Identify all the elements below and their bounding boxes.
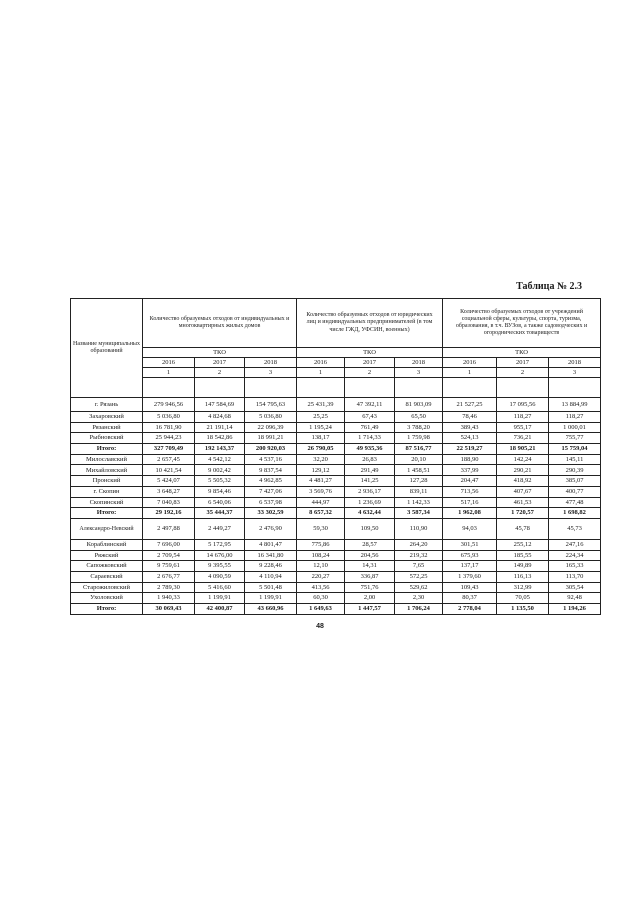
header-year: 2017 xyxy=(345,358,395,368)
municipality-name-cell: Старожиловский xyxy=(71,582,143,593)
value-cell: 149,89 xyxy=(497,561,549,572)
header-unit: ТКО xyxy=(297,348,443,358)
value-cell: 1 194,26 xyxy=(549,604,601,615)
header-year: 2017 xyxy=(497,358,549,368)
value-cell: 9 854,46 xyxy=(195,486,245,497)
value-cell: 6 540,06 xyxy=(195,497,245,508)
table-row xyxy=(71,593,601,604)
header-year: 2016 xyxy=(443,358,497,368)
header-unit: ТКО xyxy=(143,348,297,358)
value-cell: 400,77 xyxy=(549,486,601,497)
value-cell: 413,56 xyxy=(297,582,345,593)
value-cell: 2 476,90 xyxy=(245,518,297,539)
header-group-legal-entities: Количество образуемых отходов от юридических лиц и индивидуальных предпринимателей (в том числе ГЖД, УФСИН, военных) xyxy=(297,299,443,348)
value-cell: 116,13 xyxy=(497,571,549,582)
value-cell: 17 095,56 xyxy=(497,398,549,412)
value-cell: 312,99 xyxy=(497,582,549,593)
value-cell: 2 676,77 xyxy=(143,571,195,582)
value-cell: 204,47 xyxy=(443,476,497,487)
header-blank-cell xyxy=(245,378,297,398)
value-cell: 60,30 xyxy=(297,593,345,604)
value-cell: 4 632,44 xyxy=(345,508,395,519)
value-cell: 2,30 xyxy=(395,593,443,604)
value-cell: 385,07 xyxy=(549,476,601,487)
value-cell: 15 759,04 xyxy=(549,444,601,455)
value-cell: 141,25 xyxy=(345,476,395,487)
table-row xyxy=(71,454,601,465)
value-cell: 5 424,07 xyxy=(143,476,195,487)
value-cell: 5 505,32 xyxy=(195,476,245,487)
value-cell: 4 481,27 xyxy=(297,476,345,487)
value-cell: 4 110,94 xyxy=(245,571,297,582)
value-cell: 9 837,54 xyxy=(245,465,297,476)
value-cell: 188,90 xyxy=(443,454,497,465)
value-cell: 81 903,09 xyxy=(395,398,443,412)
value-cell: 1 720,57 xyxy=(497,508,549,519)
value-cell: 25 431,39 xyxy=(297,398,345,412)
value-cell: 137,17 xyxy=(443,561,497,572)
header-year: 2016 xyxy=(297,358,345,368)
municipality-name-cell: Итого: xyxy=(71,604,143,615)
value-cell: 1 199,91 xyxy=(245,593,297,604)
value-cell: 45,73 xyxy=(549,518,601,539)
value-cell: 33 302,59 xyxy=(245,508,297,519)
value-cell: 1 714,33 xyxy=(345,433,395,444)
value-cell: 572,25 xyxy=(395,571,443,582)
value-cell: 4 090,59 xyxy=(195,571,245,582)
value-cell: 80,37 xyxy=(443,593,497,604)
value-cell: 200 920,03 xyxy=(245,444,297,455)
value-cell: 30 069,43 xyxy=(143,604,195,615)
table-row-total xyxy=(71,508,601,519)
header-name-column: Название муниципальных образований xyxy=(71,299,143,398)
municipality-name-cell: Захаровский xyxy=(71,412,143,423)
municipality-name-cell: Итого: xyxy=(71,508,143,519)
value-cell: 192 143,37 xyxy=(195,444,245,455)
value-cell: 291,49 xyxy=(345,465,395,476)
value-cell: 219,32 xyxy=(395,550,443,561)
header-group-households: Количество образуемых отходов от индивидуальных и многоквартирных жилых домов xyxy=(143,299,297,348)
value-cell: 1 698,82 xyxy=(549,508,601,519)
municipality-name-cell: Итого: xyxy=(71,444,143,455)
value-cell: 109,43 xyxy=(443,582,497,593)
value-cell: 1 962,08 xyxy=(443,508,497,519)
value-cell: 336,87 xyxy=(345,571,395,582)
value-cell: 12,10 xyxy=(297,561,345,572)
value-cell: 255,12 xyxy=(497,539,549,550)
table-row xyxy=(71,518,601,539)
value-cell: 18 542,86 xyxy=(195,433,245,444)
value-cell: 110,90 xyxy=(395,518,443,539)
value-cell: 9 395,55 xyxy=(195,561,245,572)
value-cell: 305,54 xyxy=(549,582,601,593)
value-cell: 145,11 xyxy=(549,454,601,465)
value-cell: 529,62 xyxy=(395,582,443,593)
value-cell: 775,86 xyxy=(297,539,345,550)
table-row-total xyxy=(71,604,601,615)
value-cell: 5 036,80 xyxy=(245,412,297,423)
value-cell: 2 657,45 xyxy=(143,454,195,465)
value-cell: 264,20 xyxy=(395,539,443,550)
header-unit: ТКО xyxy=(443,348,601,358)
value-cell: 290,39 xyxy=(549,465,601,476)
header-blank-cell xyxy=(443,378,497,398)
value-cell: 5 416,60 xyxy=(195,582,245,593)
header-index: 3 xyxy=(245,368,297,378)
value-cell: 22 096,39 xyxy=(245,422,297,433)
table-row xyxy=(71,422,601,433)
value-cell: 1 195,24 xyxy=(297,422,345,433)
value-cell: 2 789,30 xyxy=(143,582,195,593)
value-cell: 7,65 xyxy=(395,561,443,572)
header-index: 1 xyxy=(297,368,345,378)
value-cell: 5 501,48 xyxy=(245,582,297,593)
value-cell: 113,70 xyxy=(549,571,601,582)
value-cell: 5 172,95 xyxy=(195,539,245,550)
value-cell: 109,50 xyxy=(345,518,395,539)
value-cell: 224,34 xyxy=(549,550,601,561)
header-blank-cell xyxy=(345,378,395,398)
header-year: 2018 xyxy=(549,358,601,368)
header-blank-cell xyxy=(549,378,601,398)
municipality-name-cell: Александро-Невский xyxy=(71,518,143,539)
value-cell: 138,17 xyxy=(297,433,345,444)
value-cell: 10 421,54 xyxy=(143,465,195,476)
municipality-name-cell: Рыбновский xyxy=(71,433,143,444)
value-cell: 25,25 xyxy=(297,412,345,423)
value-cell: 1 649,63 xyxy=(297,604,345,615)
value-cell: 524,13 xyxy=(443,433,497,444)
value-cell: 142,24 xyxy=(497,454,549,465)
value-cell: 955,17 xyxy=(497,422,549,433)
value-cell: 751,76 xyxy=(345,582,395,593)
value-cell: 477,48 xyxy=(549,497,601,508)
value-cell: 42 400,87 xyxy=(195,604,245,615)
value-cell: 9 002,42 xyxy=(195,465,245,476)
value-cell: 49 935,36 xyxy=(345,444,395,455)
municipality-name-cell: Рязанский xyxy=(71,422,143,433)
value-cell: 337,99 xyxy=(443,465,497,476)
value-cell: 761,49 xyxy=(345,422,395,433)
value-cell: 6 537,98 xyxy=(245,497,297,508)
value-cell: 185,55 xyxy=(497,550,549,561)
value-cell: 25 944,23 xyxy=(143,433,195,444)
value-cell: 407,67 xyxy=(497,486,549,497)
table-row xyxy=(71,539,601,550)
header-blank-cell xyxy=(195,378,245,398)
table-caption: Таблица № 2.3 xyxy=(516,281,582,292)
value-cell: 129,12 xyxy=(297,465,345,476)
table-row xyxy=(71,433,601,444)
header-index: 1 xyxy=(143,368,195,378)
value-cell: 29 192,16 xyxy=(143,508,195,519)
value-cell: 118,27 xyxy=(497,412,549,423)
header-index: 1 xyxy=(443,368,497,378)
value-cell: 5 036,80 xyxy=(143,412,195,423)
value-cell: 21 527,25 xyxy=(443,398,497,412)
table-row xyxy=(71,486,601,497)
value-cell: 517,16 xyxy=(443,497,497,508)
value-cell: 78,46 xyxy=(443,412,497,423)
value-cell: 35 444,37 xyxy=(195,508,245,519)
value-cell: 247,16 xyxy=(549,539,601,550)
value-cell: 3 788,20 xyxy=(395,422,443,433)
value-cell: 2,00 xyxy=(345,593,395,604)
value-cell: 839,11 xyxy=(395,486,443,497)
value-cell: 1 199,91 xyxy=(195,593,245,604)
value-cell: 418,92 xyxy=(497,476,549,487)
value-cell: 1 142,33 xyxy=(395,497,443,508)
value-cell: 1 236,69 xyxy=(345,497,395,508)
value-cell: 18 905,21 xyxy=(497,444,549,455)
header-blank-cell xyxy=(143,378,195,398)
header-index: 3 xyxy=(549,368,601,378)
value-cell: 1 759,98 xyxy=(395,433,443,444)
value-cell: 45,78 xyxy=(497,518,549,539)
municipality-name-cell: Ухоловский xyxy=(71,593,143,604)
header-year: 2018 xyxy=(245,358,297,368)
value-cell: 2 936,17 xyxy=(345,486,395,497)
value-cell: 755,77 xyxy=(549,433,601,444)
value-cell: 7 040,83 xyxy=(143,497,195,508)
value-cell: 59,30 xyxy=(297,518,345,539)
value-cell: 3 648,27 xyxy=(143,486,195,497)
value-cell: 1 458,51 xyxy=(395,465,443,476)
value-cell: 47 392,11 xyxy=(345,398,395,412)
table-row xyxy=(71,497,601,508)
municipality-name-cell: Сараевский xyxy=(71,571,143,582)
value-cell: 22 519,27 xyxy=(443,444,497,455)
municipality-name-cell: Сапожковский xyxy=(71,561,143,572)
table-row xyxy=(71,571,601,582)
value-cell: 301,51 xyxy=(443,539,497,550)
value-cell: 70,05 xyxy=(497,593,549,604)
value-cell: 7 696,00 xyxy=(143,539,195,550)
municipality-name-cell: Кораблинский xyxy=(71,539,143,550)
header-group-social-institutions: Количество образуемых отходов от учреждений социальной сферы, культуры, спорта, туризма, образования, в т.ч. ВУЗов, а также садоводческих и огороднических товариществ xyxy=(443,299,601,348)
table-row xyxy=(71,412,601,423)
table-row xyxy=(71,398,601,412)
table-row xyxy=(71,476,601,487)
value-cell: 14,31 xyxy=(345,561,395,572)
value-cell: 26 790,05 xyxy=(297,444,345,455)
value-cell: 1 135,50 xyxy=(497,604,549,615)
value-cell: 9 759,61 xyxy=(143,561,195,572)
value-cell: 2 778,04 xyxy=(443,604,497,615)
value-cell: 18 991,21 xyxy=(245,433,297,444)
value-cell: 26,83 xyxy=(345,454,395,465)
municipality-name-cell: Ряжский xyxy=(71,550,143,561)
value-cell: 2 497,88 xyxy=(143,518,195,539)
value-cell: 290,21 xyxy=(497,465,549,476)
header-year: 2016 xyxy=(143,358,195,368)
value-cell: 118,27 xyxy=(549,412,601,423)
value-cell: 3 587,34 xyxy=(395,508,443,519)
table-row-total xyxy=(71,444,601,455)
value-cell: 147 584,69 xyxy=(195,398,245,412)
table-row xyxy=(71,465,601,476)
municipality-name-cell: г. Скопин xyxy=(71,486,143,497)
value-cell: 1 379,60 xyxy=(443,571,497,582)
page-number: 48 xyxy=(316,623,324,630)
value-cell: 204,56 xyxy=(345,550,395,561)
value-cell: 1 000,01 xyxy=(549,422,601,433)
value-cell: 3 569,76 xyxy=(297,486,345,497)
value-cell: 14 676,00 xyxy=(195,550,245,561)
value-cell: 461,53 xyxy=(497,497,549,508)
value-cell: 713,56 xyxy=(443,486,497,497)
value-cell: 92,48 xyxy=(549,593,601,604)
value-cell: 8 657,32 xyxy=(297,508,345,519)
value-cell: 67,43 xyxy=(345,412,395,423)
header-blank-cell xyxy=(395,378,443,398)
value-cell: 4 537,16 xyxy=(245,454,297,465)
value-cell: 736,21 xyxy=(497,433,549,444)
value-cell: 16 341,80 xyxy=(245,550,297,561)
value-cell: 444,97 xyxy=(297,497,345,508)
value-cell: 4 542,12 xyxy=(195,454,245,465)
value-cell: 1 447,57 xyxy=(345,604,395,615)
value-cell: 94,03 xyxy=(443,518,497,539)
value-cell: 28,57 xyxy=(345,539,395,550)
municipality-name-cell: Пронский xyxy=(71,476,143,487)
header-year: 2017 xyxy=(195,358,245,368)
value-cell: 108,24 xyxy=(297,550,345,561)
header-year: 2018 xyxy=(395,358,443,368)
value-cell: 2 449,27 xyxy=(195,518,245,539)
header-index: 2 xyxy=(497,368,549,378)
value-cell: 21 191,14 xyxy=(195,422,245,433)
value-cell: 32,20 xyxy=(297,454,345,465)
header-blank-cell xyxy=(497,378,549,398)
value-cell: 327 709,49 xyxy=(143,444,195,455)
value-cell: 4 824,68 xyxy=(195,412,245,423)
value-cell: 2 709,54 xyxy=(143,550,195,561)
value-cell: 65,50 xyxy=(395,412,443,423)
value-cell: 389,43 xyxy=(443,422,497,433)
municipality-name-cell: Милославский xyxy=(71,454,143,465)
value-cell: 279 946,56 xyxy=(143,398,195,412)
value-cell: 1 706,24 xyxy=(395,604,443,615)
header-index: 2 xyxy=(345,368,395,378)
header-blank-cell xyxy=(297,378,345,398)
value-cell: 1 940,33 xyxy=(143,593,195,604)
header-index: 2 xyxy=(195,368,245,378)
table-row xyxy=(71,550,601,561)
header-index: 3 xyxy=(395,368,443,378)
table-body xyxy=(71,398,601,615)
value-cell: 4 962,85 xyxy=(245,476,297,487)
value-cell: 20,10 xyxy=(395,454,443,465)
value-cell: 127,28 xyxy=(395,476,443,487)
value-cell: 220,27 xyxy=(297,571,345,582)
value-cell: 87 516,77 xyxy=(395,444,443,455)
value-cell: 154 795,63 xyxy=(245,398,297,412)
value-cell: 675,93 xyxy=(443,550,497,561)
value-cell: 16 781,90 xyxy=(143,422,195,433)
municipality-name-cell: г. Рязань xyxy=(71,398,143,412)
municipality-name-cell: Скопинский xyxy=(71,497,143,508)
value-cell: 165,33 xyxy=(549,561,601,572)
value-cell: 4 801,47 xyxy=(245,539,297,550)
value-cell: 13 884,99 xyxy=(549,398,601,412)
table-row xyxy=(71,582,601,593)
table-row xyxy=(71,561,601,572)
value-cell: 43 660,96 xyxy=(245,604,297,615)
municipality-name-cell: Михайловский xyxy=(71,465,143,476)
value-cell: 7 427,06 xyxy=(245,486,297,497)
waste-table xyxy=(70,298,601,615)
value-cell: 9 228,46 xyxy=(245,561,297,572)
